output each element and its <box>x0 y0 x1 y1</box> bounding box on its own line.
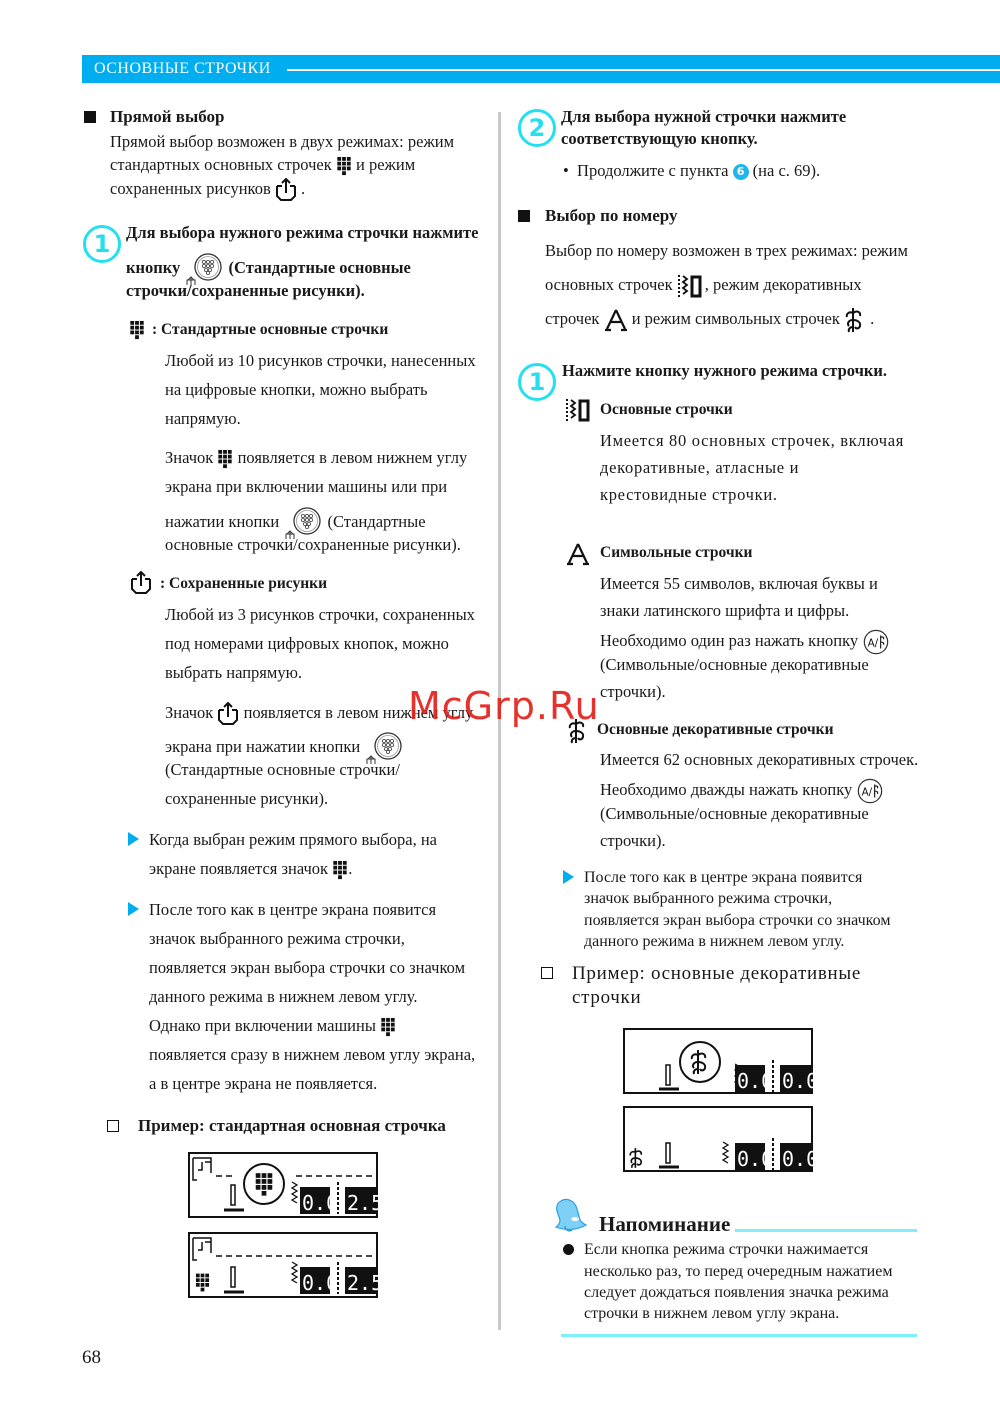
memo-text-line: несколько раз, то перед очередным нажатием <box>584 1263 893 1280</box>
text-line: сохраненные рисунки). <box>165 789 329 808</box>
character-decorative-button-icon <box>862 628 890 656</box>
section-header-bar <box>82 55 1000 83</box>
character-stitch-icon <box>604 308 628 332</box>
text-line: на цифровые кнопки, можно выбрать <box>165 380 428 399</box>
example-heading: строчки <box>572 987 642 1008</box>
text-line: Прямой выбор возможен в двух режимах: режим <box>110 132 455 151</box>
standard-stitch-icon <box>380 1017 396 1038</box>
standard-stitch-icon <box>332 860 348 881</box>
watermark: McGrp.Ru <box>408 684 600 728</box>
text-line: Любой из 3 рисунков строчки, сохраненных <box>165 605 475 624</box>
text-line: напрямую. <box>165 409 241 428</box>
text-line: сохраненных рисунков . <box>110 178 305 202</box>
text-line: экрана при включении машины или при <box>165 477 448 496</box>
text-line: строчек и режим символьных строчек . <box>545 307 874 333</box>
text-line: значок выбранного режима строчки, <box>584 890 833 907</box>
saved-pattern-icon <box>275 178 297 202</box>
svg-text:0.0: 0.0 <box>737 1147 774 1171</box>
arrow-bullet-icon <box>563 870 574 884</box>
subheading-character: Символьные строчки <box>600 544 753 561</box>
text-line: под номерами цифровых кнопок, можно <box>165 634 449 653</box>
text-line: экране появляется значок . <box>149 859 352 881</box>
subheading-standard: : Стандартные основные строчки <box>152 321 389 338</box>
section-title: ОСНОВНЫЕ СТРОЧКИ <box>94 60 271 77</box>
text-line: значок выбранного режима строчки, <box>149 929 405 948</box>
svg-text:0.0: 0.0 <box>302 1191 339 1215</box>
text-line: данного режима в нижнем левом углу. <box>584 933 845 950</box>
text-line: появляется экран выбора строчки со значком <box>149 958 466 977</box>
svg-text:0.0: 0.0 <box>782 1147 819 1171</box>
text-line: Имеется 55 символов, включая буквы и <box>600 574 878 593</box>
step-number-2: 2 <box>518 109 556 147</box>
character-stitch-icon <box>566 542 590 566</box>
character-decorative-button-icon <box>856 777 884 805</box>
saved-pattern-icon <box>217 702 239 726</box>
text-line: Однако при включении машины <box>149 1016 396 1038</box>
step-number-1: 1 <box>83 225 121 263</box>
heading-direct-select: Прямой выбор <box>110 107 225 126</box>
step-text: Для выбора нужной строчки нажмите <box>561 107 847 126</box>
text-line: появляется экран выбора строчки со значком <box>584 912 891 929</box>
arrow-bullet-icon <box>128 902 139 916</box>
svg-text:0.0: 0.0 <box>302 1271 339 1295</box>
subheading-decorative: Основные декоративные строчки <box>597 721 834 738</box>
text-line: основные строчки/сохраненные рисунки). <box>165 535 461 554</box>
step-text: соответствующую кнопку. <box>561 129 758 148</box>
text-line: (Символьные/основные декоративные <box>600 655 869 674</box>
svg-text:0.0: 0.0 <box>782 1069 819 1093</box>
header-rule <box>287 69 1000 71</box>
square-bullet <box>518 210 530 222</box>
needle-icon <box>231 1185 235 1205</box>
round-bullet <box>563 1244 574 1255</box>
utility-stitch-icon <box>677 274 705 298</box>
standard-stitch-icon <box>336 156 352 177</box>
memo-text-line: строчки в нижнем левом углу экрана. <box>584 1305 840 1322</box>
step-text: Для выбора нужного режима строчки нажмите <box>126 223 479 242</box>
text-line: (Символьные/основные декоративные <box>600 804 869 823</box>
text-line: а в центре экрана не появляется. <box>149 1074 378 1093</box>
text-line: Необходимо один раз нажать кнопку <box>600 628 890 656</box>
svg-text:2.5: 2.5 <box>347 1191 384 1215</box>
lcd-screen-example-1 <box>188 1152 384 1218</box>
text-line: После того как в центре экрана появится <box>584 869 863 886</box>
text-line: данного режима в нижнем левом углу. <box>149 987 418 1006</box>
text-line: Любой из 10 рисунков строчки, нанесенных <box>165 351 476 370</box>
text-line: Когда выбран режим прямого выбора, на <box>149 830 437 849</box>
text-line: выбрать напрямую. <box>165 663 303 682</box>
example-heading: Пример: стандартная основная строчка <box>138 1116 446 1135</box>
example-heading: Пример: основные декоративные <box>572 963 861 984</box>
standard-stitch-icon <box>217 449 233 470</box>
text-line: нажатии кнопки (Стандартные <box>165 506 426 540</box>
text-line: экрана при нажатии кнопки <box>165 731 404 765</box>
memo-heading: Напоминание <box>599 1212 731 1236</box>
hollow-square-bullet <box>541 967 553 979</box>
text-line: Необходимо дважды нажать кнопку <box>600 777 884 805</box>
text-line: основных строчек , режим декоративных <box>545 274 862 298</box>
memo-rule <box>735 1229 917 1232</box>
text-line: Выбор по номеру возможен в трех режимах: режим <box>545 241 908 260</box>
decorative-stitch-icon <box>844 307 866 333</box>
text-line: декоративные, атласные и <box>600 458 800 477</box>
text-line: Имеется 80 основных строчек, включая <box>600 431 905 450</box>
saved-pattern-icon <box>130 571 152 595</box>
utility-stitch-icon <box>565 398 593 422</box>
text-line: знаки латинского шрифта и цифры. <box>600 601 850 620</box>
step-text: Нажмите кнопку нужного режима строчки. <box>562 361 888 380</box>
lcd-screen-decorative-2 <box>623 1106 819 1172</box>
standard-stitch-icon <box>129 320 145 341</box>
text-line: • Продолжите с пункта 6 (на с. 69). <box>563 161 821 180</box>
svg-text:2.5: 2.5 <box>347 1271 384 1295</box>
page-number: 68 <box>82 1347 101 1368</box>
subheading-utility: Основные строчки <box>600 401 733 418</box>
text-line: стандартных основных строчек и режим <box>110 155 415 177</box>
bell-memo-icon <box>553 1198 587 1234</box>
subheading-saved: : Сохраненные рисунки <box>160 575 328 592</box>
text-line: После того как в центре экрана появится <box>149 900 437 919</box>
lcd-screen-decorative-1 <box>623 1028 819 1094</box>
arrow-bullet-icon <box>128 832 139 846</box>
text-line: появляется сразу в нижнем левом углу экрана, <box>149 1045 476 1064</box>
step-6-reference-icon: 6 <box>733 164 749 180</box>
text-line: строчки). <box>600 682 666 701</box>
text-line: (Стандартные основные строчки/ <box>165 760 400 779</box>
hollow-square-bullet <box>107 1120 119 1132</box>
memo-bottom-rule <box>561 1334 917 1337</box>
square-bullet <box>84 111 96 123</box>
memo-text-line: следует дождаться появления значка режима <box>584 1284 889 1301</box>
step-text: строчки/сохраненные рисунки). <box>126 281 365 300</box>
text-line: Значок появляется в левом нижнем углу <box>165 448 467 470</box>
svg-text:0.0: 0.0 <box>737 1069 774 1093</box>
step-number-1: 1 <box>518 363 556 401</box>
step-text: кнопку (Стандартные основные <box>126 252 411 286</box>
memo-text-line: Если кнопка режима строчки нажимается <box>584 1241 869 1258</box>
text-line: Имеется 62 основных декоративных строчек. <box>600 750 919 769</box>
lcd-screen-example-2 <box>188 1232 384 1298</box>
text-line: Значок появляется в левом нижнем углу <box>165 702 473 726</box>
text-line: строчки). <box>600 831 666 850</box>
heading-by-number: Выбор по номеру <box>545 206 678 225</box>
text-line: крестовидные строчки. <box>600 485 778 504</box>
